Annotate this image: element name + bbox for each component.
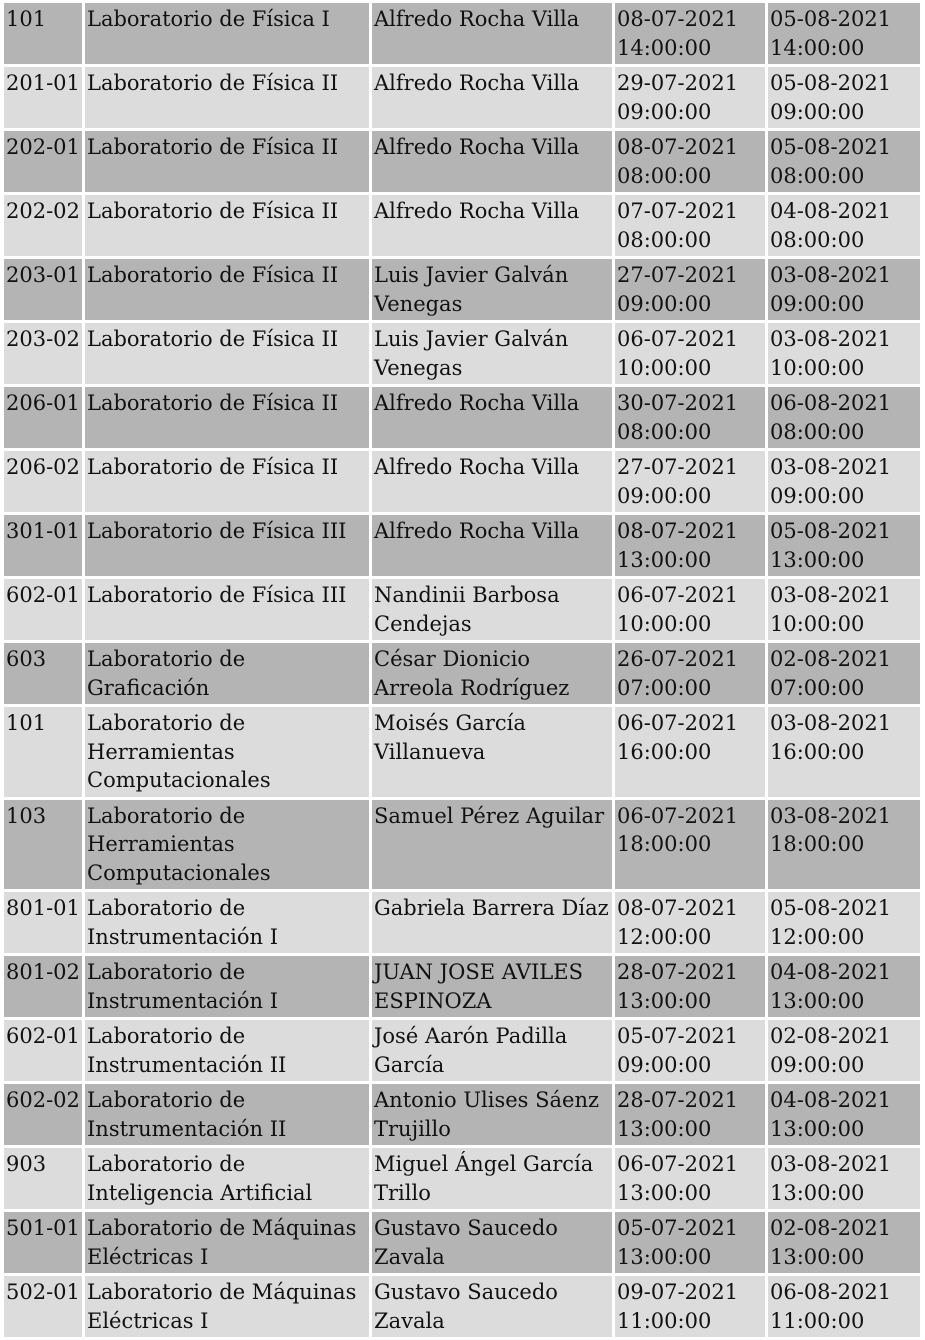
end-date-cell: 02-08-2021 09:00:00 bbox=[768, 1020, 920, 1081]
end-date-cell: 05-08-2021 08:00:00 bbox=[768, 131, 920, 192]
end-date-cell: 03-08-2021 10:00:00 bbox=[768, 323, 920, 384]
group-cell: 801-01 bbox=[4, 892, 82, 953]
teacher-cell: Antonio Ulises Sáenz Trujillo bbox=[372, 1084, 612, 1145]
group-cell: 602-01 bbox=[4, 579, 82, 640]
table-row bbox=[4, 1148, 920, 1209]
start-date-cell: 27-07-2021 09:00:00 bbox=[615, 451, 765, 512]
start-date-cell: 08-07-2021 13:00:00 bbox=[615, 515, 765, 576]
table-body bbox=[4, 3, 920, 1337]
subject-cell: Laboratorio de Instrumentación II bbox=[85, 1084, 369, 1145]
teacher-cell: Moisés García Villanueva bbox=[372, 707, 612, 797]
end-date-cell: 06-08-2021 08:00:00 bbox=[768, 387, 920, 448]
end-date-cell: 05-08-2021 14:00:00 bbox=[768, 3, 920, 64]
start-date-cell: 28-07-2021 13:00:00 bbox=[615, 1084, 765, 1145]
group-cell: 206-01 bbox=[4, 387, 82, 448]
teacher-cell: Gabriela Barrera Díaz bbox=[372, 892, 612, 953]
end-date-cell: 05-08-2021 09:00:00 bbox=[768, 67, 920, 128]
teacher-cell: Alfredo Rocha Villa bbox=[372, 67, 612, 128]
group-cell: 201-01 bbox=[4, 67, 82, 128]
start-date-cell: 05-07-2021 13:00:00 bbox=[615, 1212, 765, 1273]
table-row bbox=[4, 1212, 920, 1273]
teacher-cell: Alfredo Rocha Villa bbox=[372, 451, 612, 512]
teacher-cell: César Dionicio Arreola Rodríguez bbox=[372, 643, 612, 704]
teacher-cell: Luis Javier Galván Venegas bbox=[372, 323, 612, 384]
subject-cell: Laboratorio de Instrumentación I bbox=[85, 892, 369, 953]
table-row bbox=[4, 67, 920, 128]
group-cell: 603 bbox=[4, 643, 82, 704]
teacher-cell: Gustavo Saucedo Zavala bbox=[372, 1276, 612, 1337]
subject-cell: Laboratorio de Física II bbox=[85, 323, 369, 384]
start-date-cell: 08-07-2021 08:00:00 bbox=[615, 131, 765, 192]
start-date-cell: 09-07-2021 11:00:00 bbox=[615, 1276, 765, 1337]
table-row bbox=[4, 707, 920, 797]
end-date-cell: 05-08-2021 13:00:00 bbox=[768, 515, 920, 576]
subject-cell: Laboratorio de Herramientas Computacionales bbox=[85, 800, 369, 890]
subject-cell: Laboratorio de Física II bbox=[85, 387, 369, 448]
end-date-cell: 03-08-2021 13:00:00 bbox=[768, 1148, 920, 1209]
subject-cell: Laboratorio de Física II bbox=[85, 195, 369, 256]
subject-cell: Laboratorio de Física II bbox=[85, 131, 369, 192]
start-date-cell: 30-07-2021 08:00:00 bbox=[615, 387, 765, 448]
table-row bbox=[4, 195, 920, 256]
end-date-cell: 06-08-2021 11:00:00 bbox=[768, 1276, 920, 1337]
group-cell: 203-01 bbox=[4, 259, 82, 320]
end-date-cell: 03-08-2021 09:00:00 bbox=[768, 451, 920, 512]
start-date-cell: 05-07-2021 09:00:00 bbox=[615, 1020, 765, 1081]
table-row bbox=[4, 1020, 920, 1081]
subject-cell: Laboratorio de Máquinas Eléctricas I bbox=[85, 1276, 369, 1337]
subject-cell: Laboratorio de Física I bbox=[85, 3, 369, 64]
group-cell: 501-01 bbox=[4, 1212, 82, 1273]
end-date-cell: 02-08-2021 07:00:00 bbox=[768, 643, 920, 704]
table-row bbox=[4, 892, 920, 953]
teacher-cell: Alfredo Rocha Villa bbox=[372, 131, 612, 192]
teacher-cell: JUAN JOSE AVILES ESPINOZA bbox=[372, 956, 612, 1017]
group-cell: 301-01 bbox=[4, 515, 82, 576]
teacher-cell: José Aarón Padilla García bbox=[372, 1020, 612, 1081]
table-row bbox=[4, 451, 920, 512]
teacher-cell: Alfredo Rocha Villa bbox=[372, 195, 612, 256]
table-row bbox=[4, 800, 920, 890]
group-cell: 206-02 bbox=[4, 451, 82, 512]
teacher-cell: Miguel Ángel García Trillo bbox=[372, 1148, 612, 1209]
start-date-cell: 06-07-2021 10:00:00 bbox=[615, 579, 765, 640]
teacher-cell: Alfredo Rocha Villa bbox=[372, 515, 612, 576]
subject-cell: Laboratorio de Física II bbox=[85, 67, 369, 128]
start-date-cell: 06-07-2021 10:00:00 bbox=[615, 323, 765, 384]
group-cell: 202-01 bbox=[4, 131, 82, 192]
end-date-cell: 03-08-2021 16:00:00 bbox=[768, 707, 920, 797]
group-cell: 602-02 bbox=[4, 1084, 82, 1145]
group-cell: 602-01 bbox=[4, 1020, 82, 1081]
end-date-cell: 04-08-2021 13:00:00 bbox=[768, 956, 920, 1017]
group-cell: 101 bbox=[4, 3, 82, 64]
table-row bbox=[4, 323, 920, 384]
start-date-cell: 08-07-2021 12:00:00 bbox=[615, 892, 765, 953]
end-date-cell: 03-08-2021 09:00:00 bbox=[768, 259, 920, 320]
end-date-cell: 05-08-2021 12:00:00 bbox=[768, 892, 920, 953]
group-cell: 502-01 bbox=[4, 1276, 82, 1337]
table-row bbox=[4, 643, 920, 704]
table-row bbox=[4, 1276, 920, 1337]
table-row bbox=[4, 387, 920, 448]
subject-cell: Laboratorio de Graficación bbox=[85, 643, 369, 704]
end-date-cell: 02-08-2021 13:00:00 bbox=[768, 1212, 920, 1273]
start-date-cell: 28-07-2021 13:00:00 bbox=[615, 956, 765, 1017]
table-row bbox=[4, 579, 920, 640]
end-date-cell: 04-08-2021 08:00:00 bbox=[768, 195, 920, 256]
subject-cell: Laboratorio de Instrumentación I bbox=[85, 956, 369, 1017]
subject-cell: Laboratorio de Física III bbox=[85, 515, 369, 576]
teacher-cell: Nandinii Barbosa Cendejas bbox=[372, 579, 612, 640]
end-date-cell: 04-08-2021 13:00:00 bbox=[768, 1084, 920, 1145]
group-cell: 203-02 bbox=[4, 323, 82, 384]
end-date-cell: 03-08-2021 10:00:00 bbox=[768, 579, 920, 640]
subject-cell: Laboratorio de Física III bbox=[85, 579, 369, 640]
start-date-cell: 07-07-2021 08:00:00 bbox=[615, 195, 765, 256]
start-date-cell: 06-07-2021 13:00:00 bbox=[615, 1148, 765, 1209]
teacher-cell: Gustavo Saucedo Zavala bbox=[372, 1212, 612, 1273]
table-row bbox=[4, 259, 920, 320]
subject-cell: Laboratorio de Máquinas Eléctricas I bbox=[85, 1212, 369, 1273]
teacher-cell: Luis Javier Galván Venegas bbox=[372, 259, 612, 320]
end-date-cell: 03-08-2021 18:00:00 bbox=[768, 800, 920, 890]
teacher-cell: Alfredo Rocha Villa bbox=[372, 387, 612, 448]
teacher-cell: Alfredo Rocha Villa bbox=[372, 3, 612, 64]
table-row bbox=[4, 956, 920, 1017]
start-date-cell: 06-07-2021 18:00:00 bbox=[615, 800, 765, 890]
group-cell: 101 bbox=[4, 707, 82, 797]
start-date-cell: 26-07-2021 07:00:00 bbox=[615, 643, 765, 704]
start-date-cell: 08-07-2021 14:00:00 bbox=[615, 3, 765, 64]
group-cell: 202-02 bbox=[4, 195, 82, 256]
table-row bbox=[4, 515, 920, 576]
lab-schedule-table bbox=[1, 0, 923, 1340]
subject-cell: Laboratorio de Herramientas Computacionales bbox=[85, 707, 369, 797]
subject-cell: Laboratorio de Inteligencia Artificial bbox=[85, 1148, 369, 1209]
table-row bbox=[4, 1084, 920, 1145]
group-cell: 103 bbox=[4, 800, 82, 890]
subject-cell: Laboratorio de Instrumentación II bbox=[85, 1020, 369, 1081]
subject-cell: Laboratorio de Física II bbox=[85, 451, 369, 512]
teacher-cell: Samuel Pérez Aguilar bbox=[372, 800, 612, 890]
start-date-cell: 06-07-2021 16:00:00 bbox=[615, 707, 765, 797]
subject-cell: Laboratorio de Física II bbox=[85, 259, 369, 320]
start-date-cell: 29-07-2021 09:00:00 bbox=[615, 67, 765, 128]
table-row bbox=[4, 131, 920, 192]
group-cell: 903 bbox=[4, 1148, 82, 1209]
group-cell: 801-02 bbox=[4, 956, 82, 1017]
table-row bbox=[4, 3, 920, 64]
start-date-cell: 27-07-2021 09:00:00 bbox=[615, 259, 765, 320]
